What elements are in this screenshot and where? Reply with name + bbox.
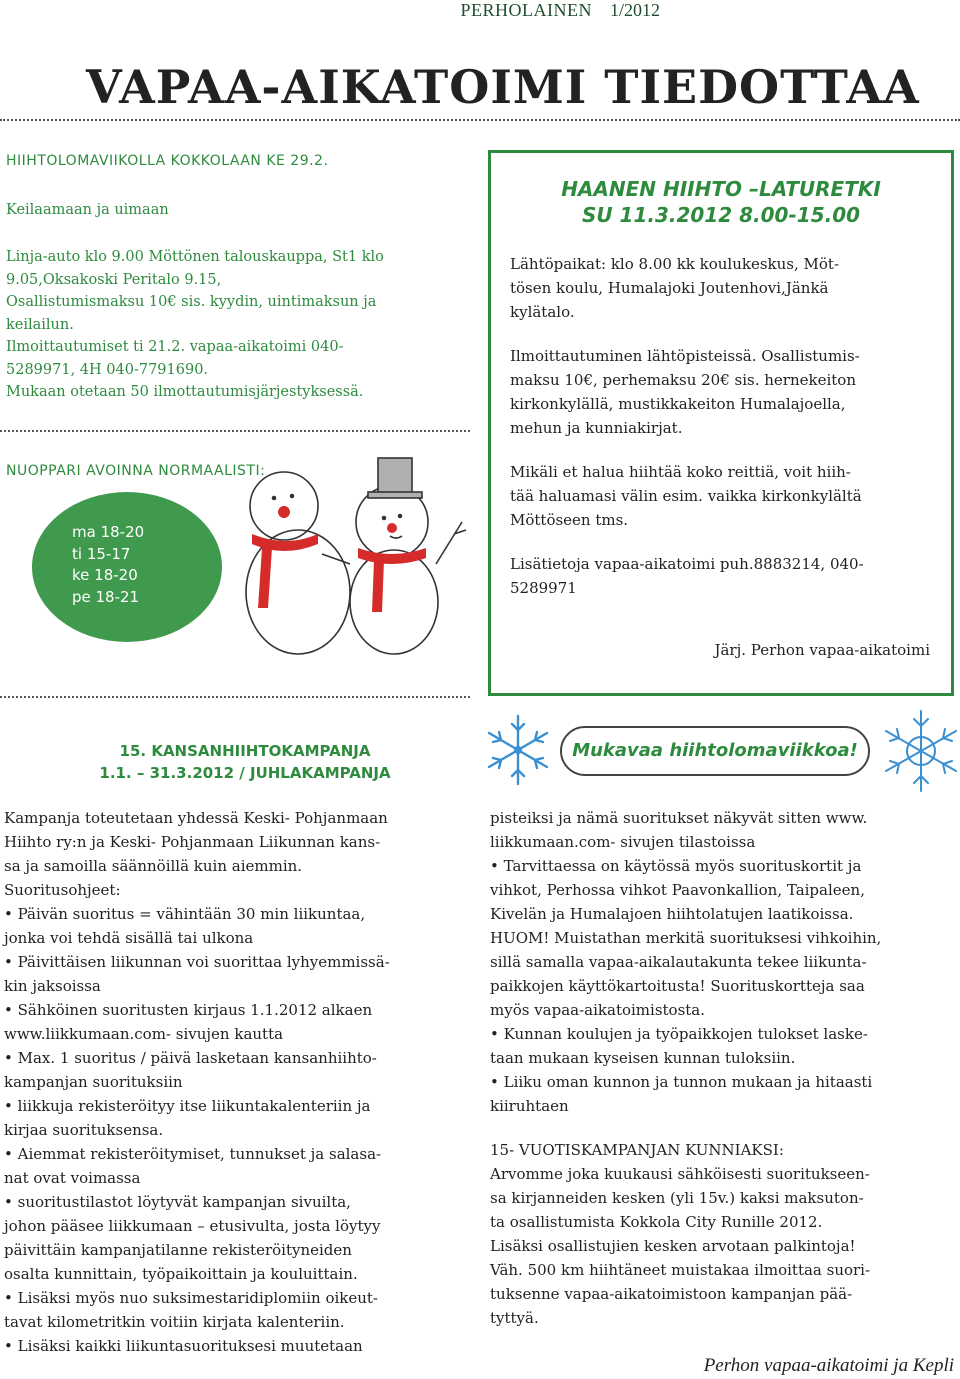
- ski-holiday-heading: HIIHTOLOMAVIIKOLLA KOKKOLAAN KE 29.2.: [6, 153, 329, 169]
- body-line: • Liiku oman kunnon ja tunnon mukaan ja hitaasti: [490, 1073, 873, 1091]
- body-line: • Päivittäisen liikunnan voi suorittaa lyhyemmissä-: [4, 953, 390, 971]
- snowflake-icon: [488, 714, 548, 786]
- ski-holiday-line: Linja-auto klo 9.00 Möttönen talouskauppa, St1 klo: [6, 249, 384, 265]
- body-line: kin jaksoissa: [4, 977, 101, 995]
- body-line: Arvomme joka kuukausi sähköisesti suoritukseen-: [490, 1165, 870, 1183]
- schedule-item: ma 18-20: [72, 523, 145, 541]
- haanen-line: Lisätietoja vapaa-aikatoimi puh.8883214, 040-: [510, 555, 864, 573]
- schedule-item: pe 18-21: [72, 587, 140, 606]
- body-line: osalta kunnittain, työpaikoittain ja kouluittain.: [4, 1265, 358, 1283]
- section-divider: [0, 696, 470, 698]
- body-line: • Päivän suoritus = vähintään 30 min liikuntaa,: [4, 905, 366, 923]
- body-line: pisteiksi ja nämä suoritukset näkyvät sitten www.: [490, 809, 868, 827]
- ski-holiday-subheading: Keilaamaan ja uimaan: [6, 202, 169, 218]
- body-line: sa kirjanneiden kesken (yli 15v.) kaksi maksuton-: [490, 1189, 864, 1207]
- body-line: sillä samalla vapaa-aikalautakunta tekee liikunta-: [490, 953, 867, 971]
- body-line: • Aiemmat rekisteröitymiset, tunnukset ja salasa-: [4, 1145, 382, 1163]
- body-line: www.liikkumaan.com- sivujen kautta: [4, 1025, 284, 1043]
- signature: Perhon vapaa-aikatoimi ja Kepli: [703, 1355, 954, 1376]
- body-line: • suoritustilastot löytyvät kampanjan sivuilta,: [4, 1193, 351, 1211]
- body-line: vihkot, Perhossa vihkot Paavonkallion, Taipaleen,: [490, 881, 865, 899]
- body-line: • Lisäksi kaikki liikuntasuorituksesi muutetaan: [4, 1337, 363, 1355]
- ski-holiday-details: [6, 246, 466, 404]
- body-line: paikkojen käyttökartoitusta! Suorituskortteja saa: [490, 977, 865, 995]
- body-line: jonka voi tehdä sisällä tai ulkona: [4, 929, 254, 947]
- body-line: kiiruhtaen: [490, 1097, 569, 1115]
- body-line: Väh. 500 km hiihtäneet muistakaa ilmoittaa suori-: [490, 1261, 871, 1279]
- haanen-line: mehun ja kunniakirjat.: [510, 419, 683, 437]
- haanen-title-line: SU 11.3.2012 8.00-15.00: [581, 203, 861, 227]
- section-divider: [0, 430, 470, 432]
- body-line: Hiihto ry:n ja Keski- Pohjanmaan Liikunnan kans-: [4, 833, 381, 851]
- haanen-line: tösen koulu, Humalajoki Joutenhovi,Jänkä: [510, 279, 829, 297]
- body-line: kampanjan suorituksiin: [4, 1073, 183, 1091]
- body-line: Lisäksi osallistujien kesken arvotaan palkintoja!: [490, 1237, 856, 1255]
- haanen-line: maksu 10€, perhemaksu 20€ sis. hernekeiton: [510, 371, 856, 389]
- body-line: tuksenne vapaa-aikatoimistoon kampanjan pää-: [490, 1285, 853, 1303]
- haanen-line: Ilmoittautuminen lähtöpisteissä. Osallistumis-: [510, 347, 860, 365]
- subsection-heading: 15- VUOTISKAMPANJAN KUNNIAKSI:: [490, 1141, 784, 1159]
- haanen-line: [510, 440, 946, 460]
- campaign-title-line: 15. KANSANHIIHTOKAMPANJA: [119, 742, 371, 760]
- body-line: HUOM! Muistathan merkitä suorituksesi vihkoihin,: [490, 929, 882, 947]
- body-line: • Lisäksi myös nuo suksimestaridiplomiin oikeut-: [4, 1289, 378, 1307]
- haanen-line: Mikäli et halua hiihtää koko reittiä, voit hiih-: [510, 463, 851, 481]
- body-line: myös vapaa-aikatoimistosta.: [490, 1001, 706, 1019]
- schedule-item: ke 18-20: [72, 566, 138, 584]
- holiday-greeting-bubble: Mukavaa hiihtolomaviikkoa!: [560, 726, 870, 776]
- haanen-organizer: Järj. Perhon vapaa-aikatoimi: [714, 641, 930, 659]
- body-line: johon pääsee liikkumaan – etusivulta, josta löytyy: [4, 1217, 381, 1235]
- body-line: • Max. 1 suoritus / päivä lasketaan kansanhiihto-: [4, 1049, 377, 1067]
- ski-holiday-line: Ilmoittautumiset ti 21.2. vapaa-aikatoimi 040-: [6, 339, 344, 355]
- ski-holiday-line: 9.05,Oksakoski Peritalo 9.15,: [6, 271, 222, 288]
- body-line: liikkumaan.com- sivujen tilastoissa: [490, 833, 756, 851]
- ski-holiday-line: Osallistumismaksu 10€ sis. kyydin, uintimaksun ja: [6, 294, 377, 310]
- issue-number: 1/2012: [610, 0, 661, 20]
- haanen-line: kirkonkylällä, mustikkakeiton Humalajoella,: [510, 395, 846, 413]
- snowman-illustration: [226, 452, 470, 664]
- body-line: päivittäin kampanjatilanne rekisteröityneiden: [4, 1241, 352, 1259]
- haanen-title-line: HAANEN HIIHTO –LATURETKI: [561, 177, 881, 201]
- body-line: tyttyä.: [490, 1309, 539, 1327]
- body-line: • Tarvittaessa on käytössä myös suorituskortit ja: [490, 857, 862, 875]
- body-line: • liikkuja rekisteröityy itse liikuntakalenteriin ja: [4, 1097, 371, 1115]
- haanen-line: [510, 532, 946, 552]
- haanen-title: [488, 176, 954, 228]
- snowflake-icon: [884, 708, 958, 794]
- body-line: nat ovat voimassa: [4, 1169, 141, 1187]
- schedule-item: ti 15-17: [72, 544, 131, 563]
- body-line: tavat kilometritkin voitiin kirjata kalenteriin.: [4, 1313, 345, 1331]
- ski-holiday-line: 5289971, 4H 040-7791690.: [6, 361, 209, 378]
- body-line: • Kunnan koulujen ja työpaikkojen tulokset laske-: [490, 1025, 868, 1043]
- body-line: Kivelän ja Humalajoen hiihtolatujen laatikoissa.: [490, 905, 854, 923]
- body-line: kirjaa suorituksensa.: [4, 1121, 164, 1139]
- body-line: ta osallistumista Kokkola City Runille 2012.: [490, 1213, 823, 1231]
- campaign-right-column: [490, 806, 950, 1330]
- page-title: VAPAA-AIKATOIMI TIEDOTTAA: [86, 60, 920, 114]
- body-line: taan mukaan kyseisen kunnan tuloksiin.: [490, 1049, 796, 1067]
- body-line: sa ja samoilla säännöillä kuin aiemmin.: [4, 857, 303, 875]
- haanen-line: [510, 324, 946, 344]
- haanen-line: tää haluamasi välin esim. vaikka kirkonkylältä: [510, 487, 862, 505]
- body-line: Kampanja toteutetaan yhdessä Keski- Pohjanmaan: [4, 809, 388, 827]
- body-line: [490, 1118, 950, 1138]
- campaign-left-column: [4, 806, 474, 1358]
- ski-holiday-line: keilailun.: [6, 316, 74, 333]
- publication-name: PERHOLAINEN: [460, 0, 592, 20]
- campaign-title: [80, 740, 410, 784]
- body-line: Suoritusohjeet:: [4, 881, 121, 899]
- title-divider: [0, 119, 960, 121]
- nuoppari-heading: NUOPPARI AVOINNA NORMAALISTI:: [6, 463, 266, 479]
- haanen-line: kylätalo.: [510, 303, 575, 321]
- haanen-line: 5289971: [510, 579, 577, 597]
- ski-holiday-line: Mukaan otetaan 50 ilmottautumisjärjestyksessä.: [6, 384, 364, 400]
- haanen-details: [510, 252, 946, 600]
- haanen-line: Lähtöpaikat: klo 8.00 kk koulukeskus, Möt-: [510, 255, 840, 273]
- body-line: • Sähköinen suoritusten kirjaus 1.1.2012 alkaen: [4, 1001, 373, 1019]
- schedule-list: [72, 522, 144, 608]
- haanen-line: Möttöseen tms.: [510, 511, 629, 529]
- campaign-title-line: 1.1. – 31.3.2012 / JUHLAKAMPANJA: [99, 764, 391, 782]
